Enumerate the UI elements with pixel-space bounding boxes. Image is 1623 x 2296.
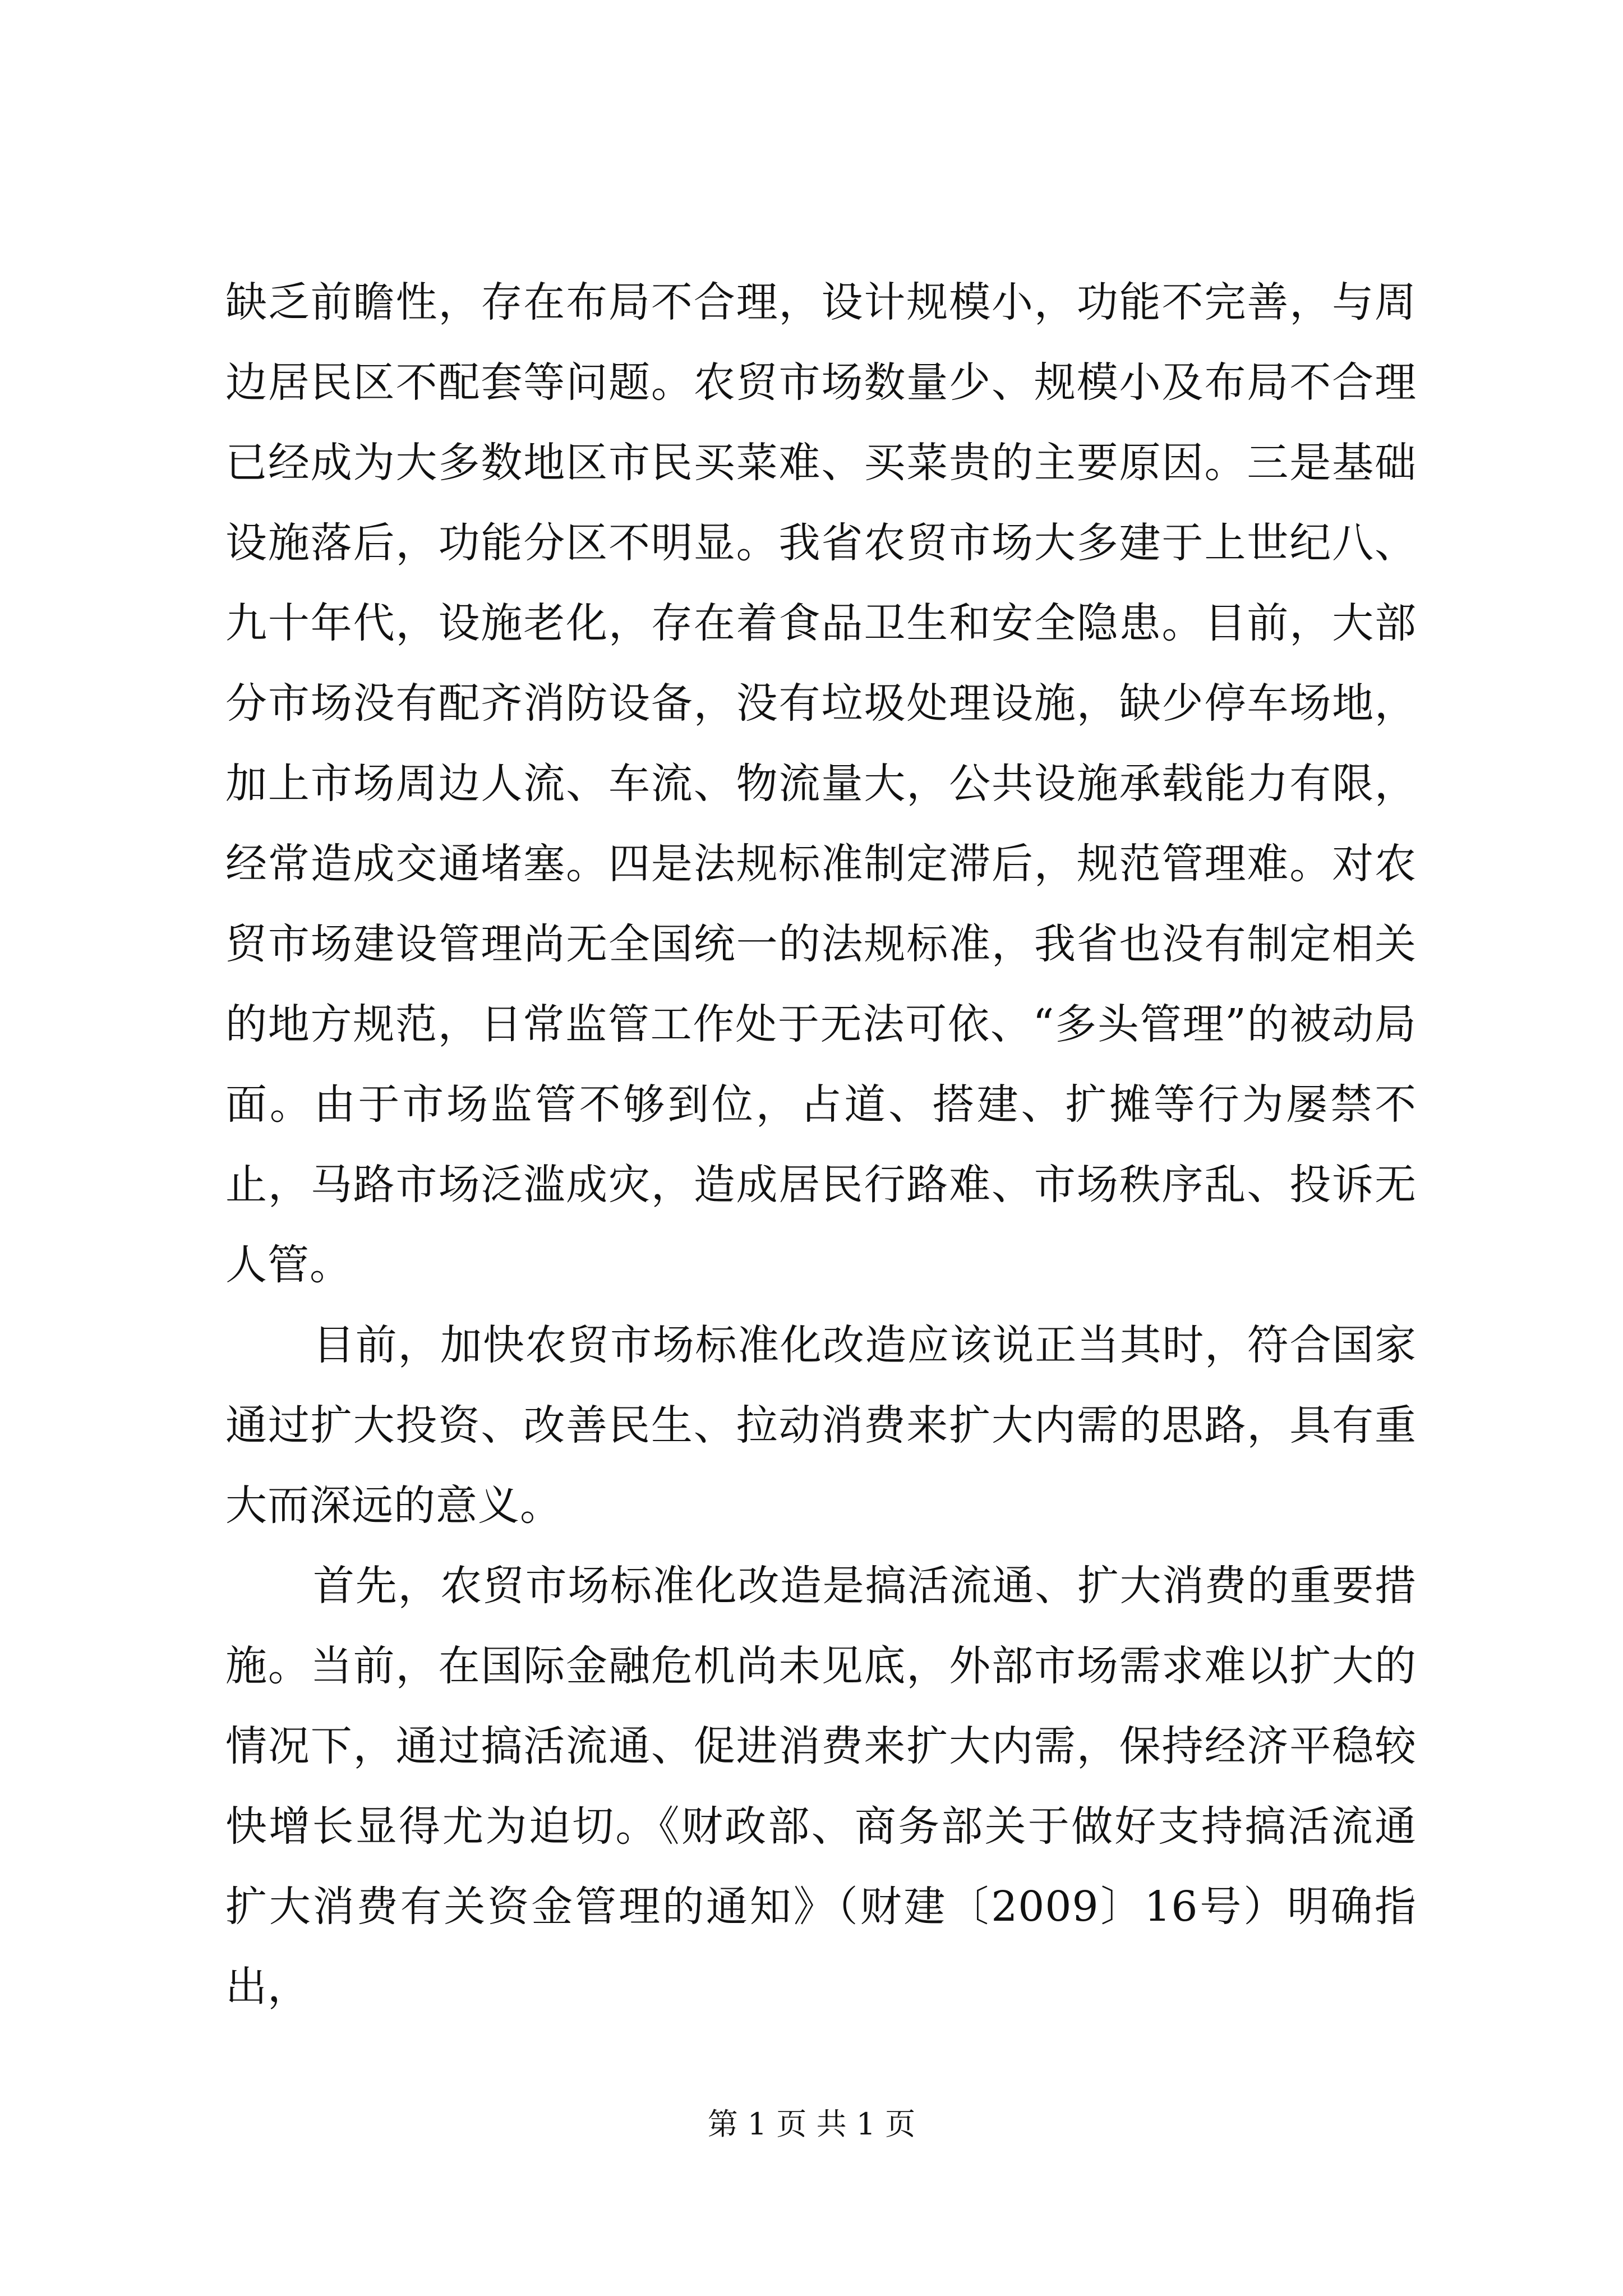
paragraph-significance: 目前，加快农贸市场标准化改造应该说正当其时，符合国家通过扩大投资、改善民生、拉动消费来扩大内需的思路，具有重大而深远的意义。: [225, 1321, 1417, 1530]
paragraph-continuation: 缺乏前瞻性，存在布局不合理，设计规模小，功能不完善，与周边居民区不配套等问题。农贸市场数量少、规模小及布局不合理已经成为大多数地区市民买菜难、买菜贵的主要原因。三是基础设施落后，功能分区不明显。我省农贸市场大多建于上世纪八、九十年代，设施老化，存在着食品卫生和安全隐患。目前，大部分市场没有配齐消防设备，没有垃圾处理设施，缺少停车场地，加上市场周边人流、车流、物流量大，公共设施承载能力有限，经常造成交通堵塞。四是法规标准制定滞后，规范管理难。对农贸市场建设管理尚无全国统一的法规标准，我省也没有制定相关的地方规范，日常监管工作处于无法可依、“多头管理”的被动局面。由于市场监管不够到位，占道、搭建、扩摊等行为屡禁不止，马路市场泛滥成灾，造成居民行路难、市场秩序乱、投诉无人管。: [225, 278, 1417, 1289]
paragraph-first-point: 首先，农贸市场标准化改造是搞活流通、扩大消费的重要措施。当前，在国际金融危机尚未见底，外部市场需求难以扩大的情况下，通过搞活流通、促进消费来扩大内需，保持经济平稳较快增长显得尤为迫切。《财政部、商务部关于做好支持搞活流通扩大消费有关资金管理的通知》（财建〔2009〕16号）明确指出，: [225, 1562, 1417, 2011]
document-body: [225, 263, 1417, 2027]
page-footer: 第 1 页 共 1 页: [707, 2106, 916, 2142]
